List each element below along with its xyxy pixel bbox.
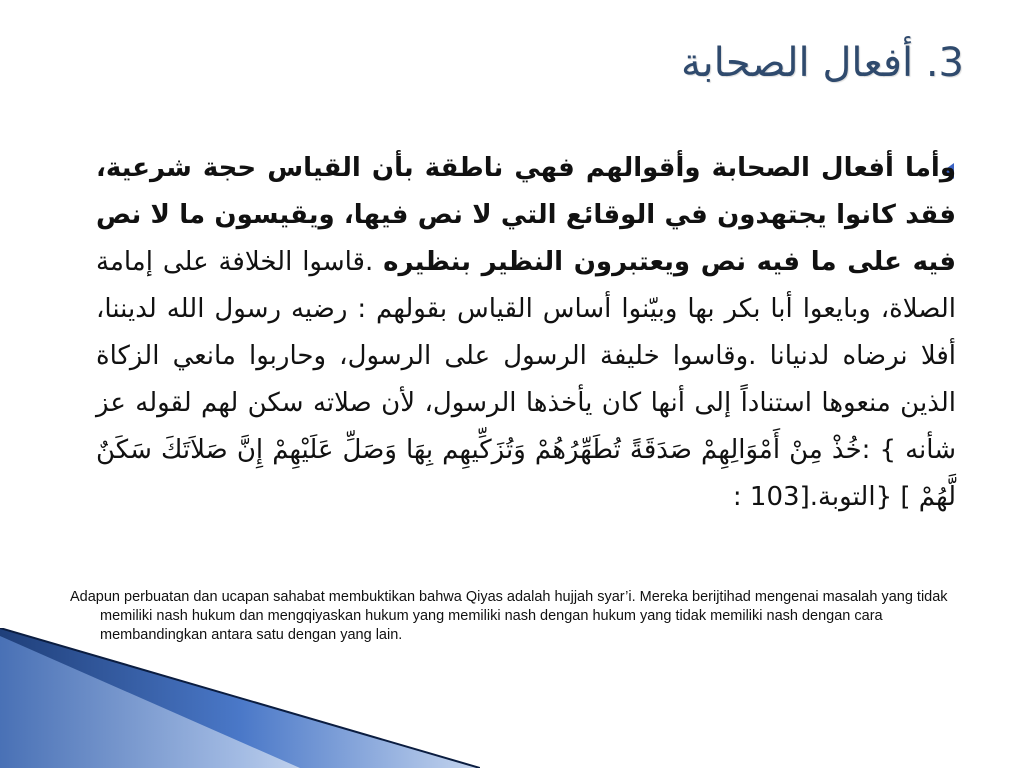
arabic-paragraph — [96, 145, 956, 521]
arabic-paragraph-normal: .قاسوا الخلافة على إمامة الصلاة، وبايعوا أبا بكر بها وبيّنوا أساس القياس بقولهم : رضيه رسول الله لديننا، أفلا نرضاه لدنيانا .وقاسوا خليفة الرسول على الرسول، وحاربوا مانعي الزكاة الذين منعوها استناداً إلى أنها كان يأخذها الرسول، لأن صلاته سكن لهم لقوله عز شأنه } :خُذْ مِنْ أَمْوَالِهِمْ صَدَقَةً تُطَهِّرُهُمْ وَتُزَكِّيهِم بِهَا وَصَلِّ عَلَيْهِمْ إِنَّ صَلاَتَكَ سَكَنٌ لَّهُمْ ] {التوبة.[103 : — [96, 247, 956, 512]
slide-title: 3. أفعال الصحابة — [681, 40, 964, 86]
arabic-paragraph-bold: وأما أفعال الصحابة وأقوالهم فهي ناطقة بأن القياس حجة شرعية، فقد كانوا يجتهدون في الوقائع التي لا نص فيها، ويقيسون ما لا نص فيه على ما فيه نص ويعتبرون النظير بنظيره — [96, 153, 957, 277]
corner-decoration — [0, 628, 480, 768]
translation-text: Adapun perbuatan dan ucapan sahabat membuktikan bahwa Qiyas adalah hujjah syar’i. Mereka berijtihad mengenai masalah yang tidak memiliki nash hukum dan mengqiyaskan hukum yang memiliki nash dengan hukum yang tidak memiliki nash dengan cara membandingkan antara satu dengan yang lain. — [70, 589, 948, 643]
